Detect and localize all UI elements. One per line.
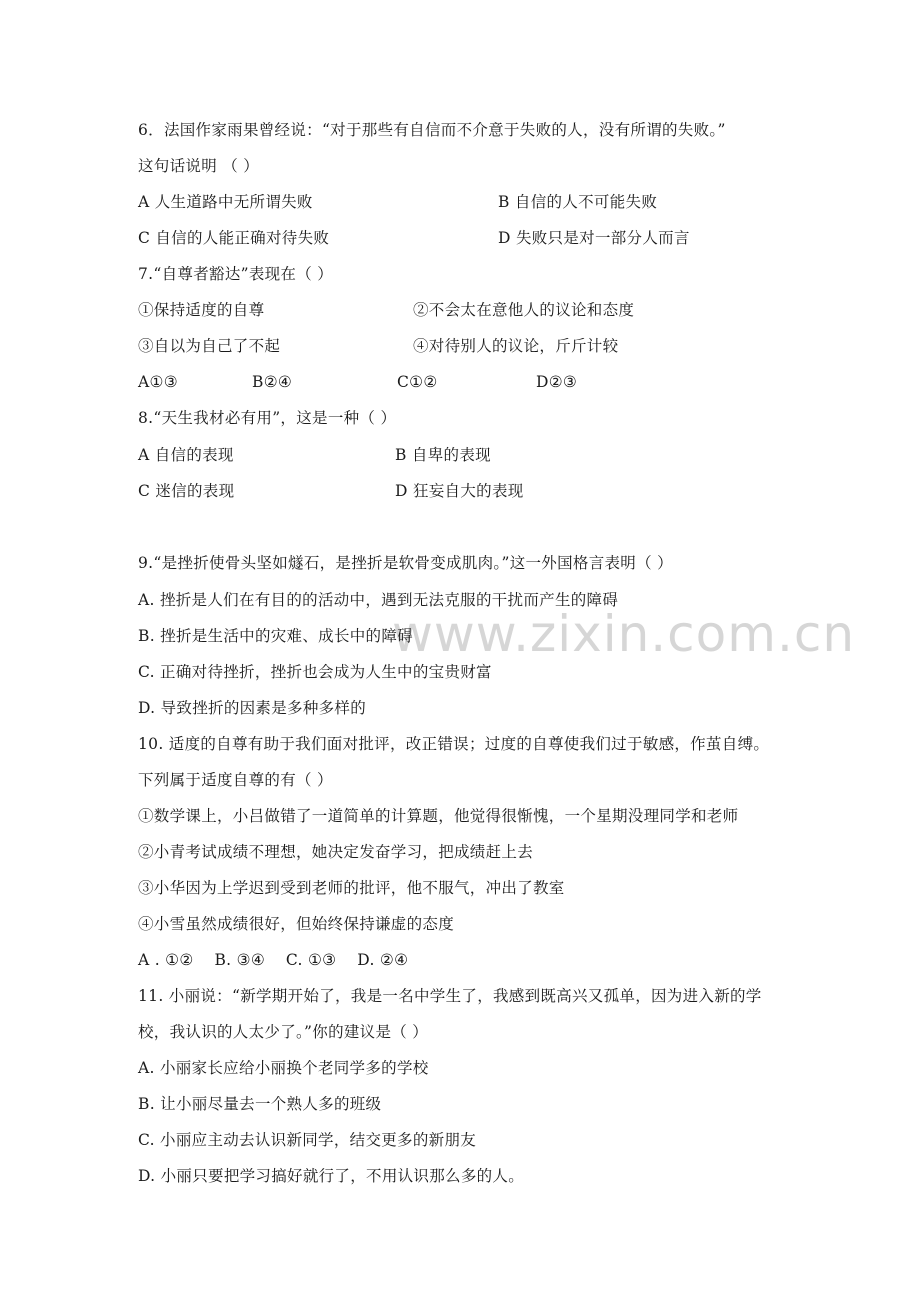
q11-stem-cont: 校，我认识的人太少了。”你的建议是（ ） bbox=[138, 1023, 429, 1041]
q10-stem-cont: 下列属于适度自尊的有（ ） bbox=[138, 771, 333, 789]
q10-stem: 10. 适度的自尊有助于我们面对批评，改正错误；过度的自尊使我们过于敏感，作茧自缚。 bbox=[138, 735, 770, 753]
q6-option-c: C 自信的人能正确对待失败 bbox=[138, 229, 330, 247]
q8-stem: 8.“天生我材必有用”，这是一种（ ） bbox=[138, 409, 397, 427]
q10-options: A . ①② B. ③④ C. ①③ D. ②④ bbox=[138, 951, 409, 969]
q8-option-d: D 狂妄自大的表现 bbox=[395, 482, 524, 500]
q9-stem: 9.“是挫折使骨头坚如燧石，是挫折是软骨变成肌肉。”这一外国格言表明（ ） bbox=[138, 554, 673, 572]
q6-stem: 6．法国作家雨果曾经说：“对于那些有自信而不介意于失败的人，没有所谓的失败。” bbox=[138, 121, 726, 139]
q7-option-c: C①② bbox=[397, 373, 438, 391]
q11-stem: 11. 小丽说：“新学期开始了，我是一名中学生了，我感到既高兴又孤单，因为进入新的学 bbox=[138, 987, 762, 1005]
q7-statement-1: ①保持适度的自尊 bbox=[138, 301, 265, 319]
q6-option-a: A 人生道路中无所谓失败 bbox=[138, 193, 313, 211]
q8-option-b: B 自卑的表现 bbox=[395, 446, 491, 464]
q10-statement-4: ④小雪虽然成绩很好，但始终保持谦虚的态度 bbox=[138, 915, 455, 933]
q9-option-d: D. 导致挫折的因素是多种多样的 bbox=[138, 699, 367, 717]
q9-option-a: A. 挫折是人们在有目的的活动中，遇到无法克服的干扰而产生的障碍 bbox=[138, 591, 619, 609]
q11-option-a: A. 小丽家长应给小丽换个老同学多的学校 bbox=[138, 1059, 429, 1077]
q11-option-b: B. 让小丽尽量去一个熟人多的班级 bbox=[138, 1095, 382, 1113]
q6-option-b: B 自信的人不可能失败 bbox=[498, 193, 658, 211]
q9-option-c: C. 正确对待挫折，挫折也会成为人生中的宝贵财富 bbox=[138, 663, 492, 681]
q10-statement-2: ②小青考试成绩不理想，她决定发奋学习，把成绩赶上去 bbox=[138, 843, 534, 861]
q11-option-c: C. 小丽应主动去认识新同学，结交更多的新朋友 bbox=[138, 1131, 477, 1149]
q6-stem-cont: 这句话说明 （ ） bbox=[138, 157, 260, 175]
q7-stem: 7.“自尊者豁达”表现在（ ） bbox=[138, 265, 334, 283]
q7-statement-2: ②不会太在意他人的议论和态度 bbox=[413, 301, 635, 319]
q6-option-d: D 失败只是对一部分人而言 bbox=[498, 229, 690, 247]
q7-statement-4: ④对待别人的议论，斤斤计较 bbox=[413, 337, 619, 355]
q7-option-d: D②③ bbox=[536, 373, 578, 391]
q7-option-b: B②④ bbox=[252, 373, 293, 391]
q8-option-c: C 迷信的表现 bbox=[138, 482, 235, 500]
q8-option-a: A 自信的表现 bbox=[138, 446, 234, 464]
q7-option-a: A①③ bbox=[138, 373, 178, 391]
q11-option-d: D. 小丽只要把学习搞好就行了，不用认识那么多的人。 bbox=[138, 1167, 525, 1185]
q7-statement-3: ③自以为自己了不起 bbox=[138, 337, 281, 355]
q10-statement-3: ③小华因为上学迟到受到老师的批评，他不服气，冲出了教室 bbox=[138, 879, 565, 897]
q9-option-b: B. 挫折是生活中的灾难、成长中的障碍 bbox=[138, 627, 413, 645]
q10-statement-1: ①数学课上，小吕做错了一道简单的计算题，他觉得很惭愧，一个星期没理同学和老师 bbox=[138, 807, 739, 825]
watermark: www.zixin.com.cn bbox=[392, 605, 856, 663]
